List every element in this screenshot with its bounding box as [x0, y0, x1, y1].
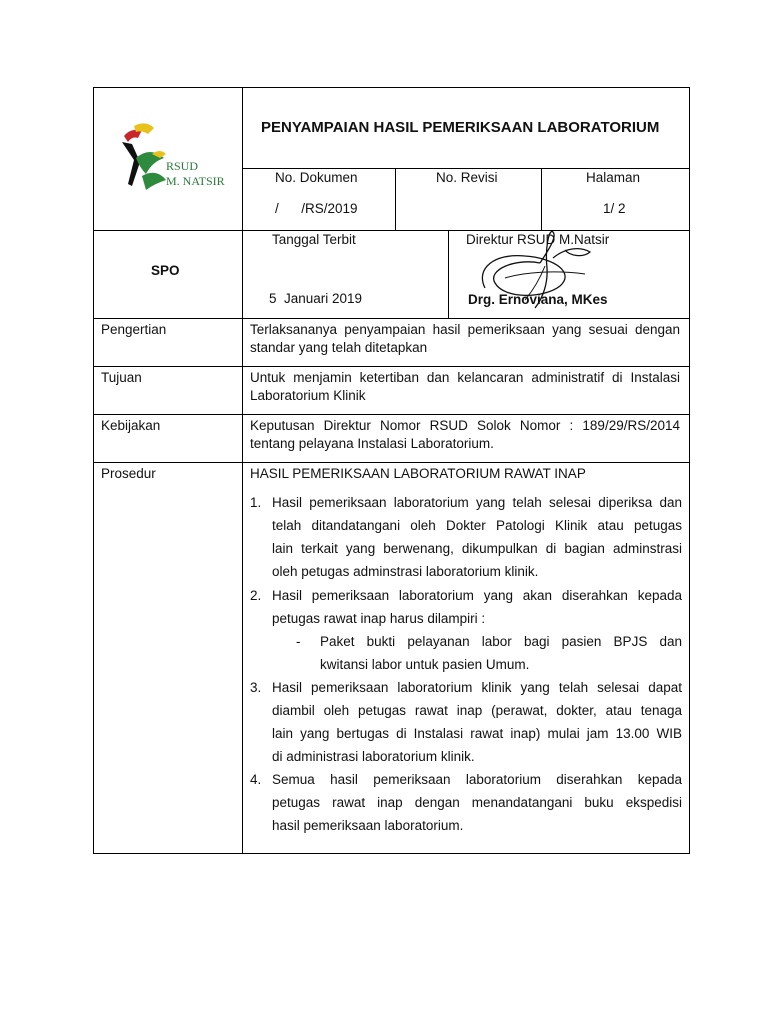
prosedur-item-3-number: 3. — [250, 680, 262, 695]
tanggal-terbit-label: Tanggal Terbit — [272, 232, 356, 247]
prosedur-label: Prosedur — [101, 466, 156, 481]
no-dokumen-label: No. Dokumen — [275, 170, 358, 185]
tujuan-line1: Untuk menjamin ketertiban dan kelancaran administratif di Instalasi — [250, 370, 680, 385]
logo-text-line1: RSUD — [166, 159, 199, 173]
halaman-value: 1/ 2 — [603, 201, 626, 216]
prosedur-item-2-sub-line1: Paket bukti pelayanan labor bagi pasien BPJS dan — [320, 634, 682, 649]
prosedur-item-3-line3: lain yang bertugas di Instalasi rawat inap) mulai jam 13.00 WIB — [272, 726, 682, 741]
pengertian-line1: Terlaksananya penyampaian hasil pemeriksaan yang sesuai dengan — [250, 322, 680, 337]
kebijakan-label: Kebijakan — [101, 418, 161, 433]
prosedur-item-1-number: 1. — [250, 495, 262, 510]
direktur-label: Direktur RSUD M.Natsir — [466, 232, 610, 247]
table-border-bottom — [93, 853, 690, 854]
spo-row-divider — [93, 318, 690, 319]
prosedur-item-1-line2: telah ditandatangani oleh Dokter Patologi Klinik atau petugas — [272, 518, 682, 533]
hospital-logo — [112, 118, 237, 208]
prosedur-item-4-line2: petugas rawat inap dengan menandatangani buku ekspedisi — [272, 795, 682, 810]
pengertian-label: Pengertian — [101, 322, 167, 337]
prosedur-item-3-line4: di administrasi laboratorium klinik. — [272, 749, 475, 764]
pengertian-row-divider — [93, 366, 690, 367]
document-title: PENYAMPAIAN HASIL PEMERIKSAAN LABORATORIUM — [261, 119, 660, 136]
prosedur-item-3-line2: diambil oleh petugas rawat inap (perawat, dokter, atau tenaga — [272, 703, 682, 718]
tujuan-line2: Laboratorium Klinik — [250, 388, 366, 403]
prosedur-item-2-line2: petugas rawat inap harus dilampiri : — [272, 611, 486, 626]
prosedur-item-1-line3: lain terkait yang berwenang, dikumpulkan di bagian adminstrasi — [272, 541, 682, 556]
table-border-right — [689, 87, 690, 854]
spo-cell-divider — [448, 230, 449, 319]
director-signature-icon — [465, 228, 615, 318]
logo-text-line2: M. NATSIR — [166, 174, 225, 188]
prosedur-item-2-sub-bullet: - — [296, 634, 301, 649]
prosedur-heading: HASIL PEMERIKSAAN LABORATORIUM RAWAT INAP — [250, 466, 586, 481]
no-dokumen-value: / /RS/2019 — [275, 201, 358, 216]
prosedur-item-4-line3: hasil pemeriksaan laboratorium. — [272, 818, 464, 833]
doc-cell-divider-1 — [395, 168, 396, 231]
tanggal-terbit-value: 5 Januari 2019 — [269, 291, 363, 306]
table-border-top — [93, 87, 690, 88]
prosedur-item-2-sub-line2: kwitansi labor untuk pasien Umum. — [320, 657, 530, 672]
prosedur-item-1-line4: oleh petugas adminstrasi laboratorium klinik. — [272, 564, 539, 579]
prosedur-item-2-number: 2. — [250, 588, 262, 603]
halaman-label: Halaman — [586, 170, 641, 185]
no-revisi-label: No. Revisi — [436, 170, 498, 185]
prosedur-item-1-line1: Hasil pemeriksaan laboratorium yang telah selesai diperiksa dan — [272, 495, 682, 510]
kebijakan-row-divider — [93, 462, 690, 463]
prosedur-item-4-number: 4. — [250, 772, 262, 787]
kebijakan-line1: Keputusan Direktur Nomor RSUD Solok Nomor : 189/29/RS/2014 — [250, 418, 680, 433]
tujuan-label: Tujuan — [101, 370, 142, 385]
doc-cell-divider-2 — [541, 168, 542, 231]
tujuan-row-divider — [93, 414, 690, 415]
spo-label: SPO — [151, 263, 180, 278]
table-column-divider — [242, 87, 243, 854]
prosedur-item-3-line1: Hasil pemeriksaan laboratorium klinik yang telah selesai dapat — [272, 680, 682, 695]
direktur-name: Drg. Ernoviana, MKes — [468, 292, 608, 307]
pengertian-line2: standar yang telah ditetapkan — [250, 340, 428, 355]
prosedur-item-4-line1: Semua hasil pemeriksaan laboratorium diserahkan kepada — [272, 772, 682, 787]
kebijakan-line2: tentang pelayana Instalasi Laboratorium. — [250, 436, 494, 451]
table-border-left — [93, 87, 94, 854]
prosedur-item-2-line1: Hasil pemeriksaan laboratorium yang akan diserahkan kepada — [272, 588, 682, 603]
